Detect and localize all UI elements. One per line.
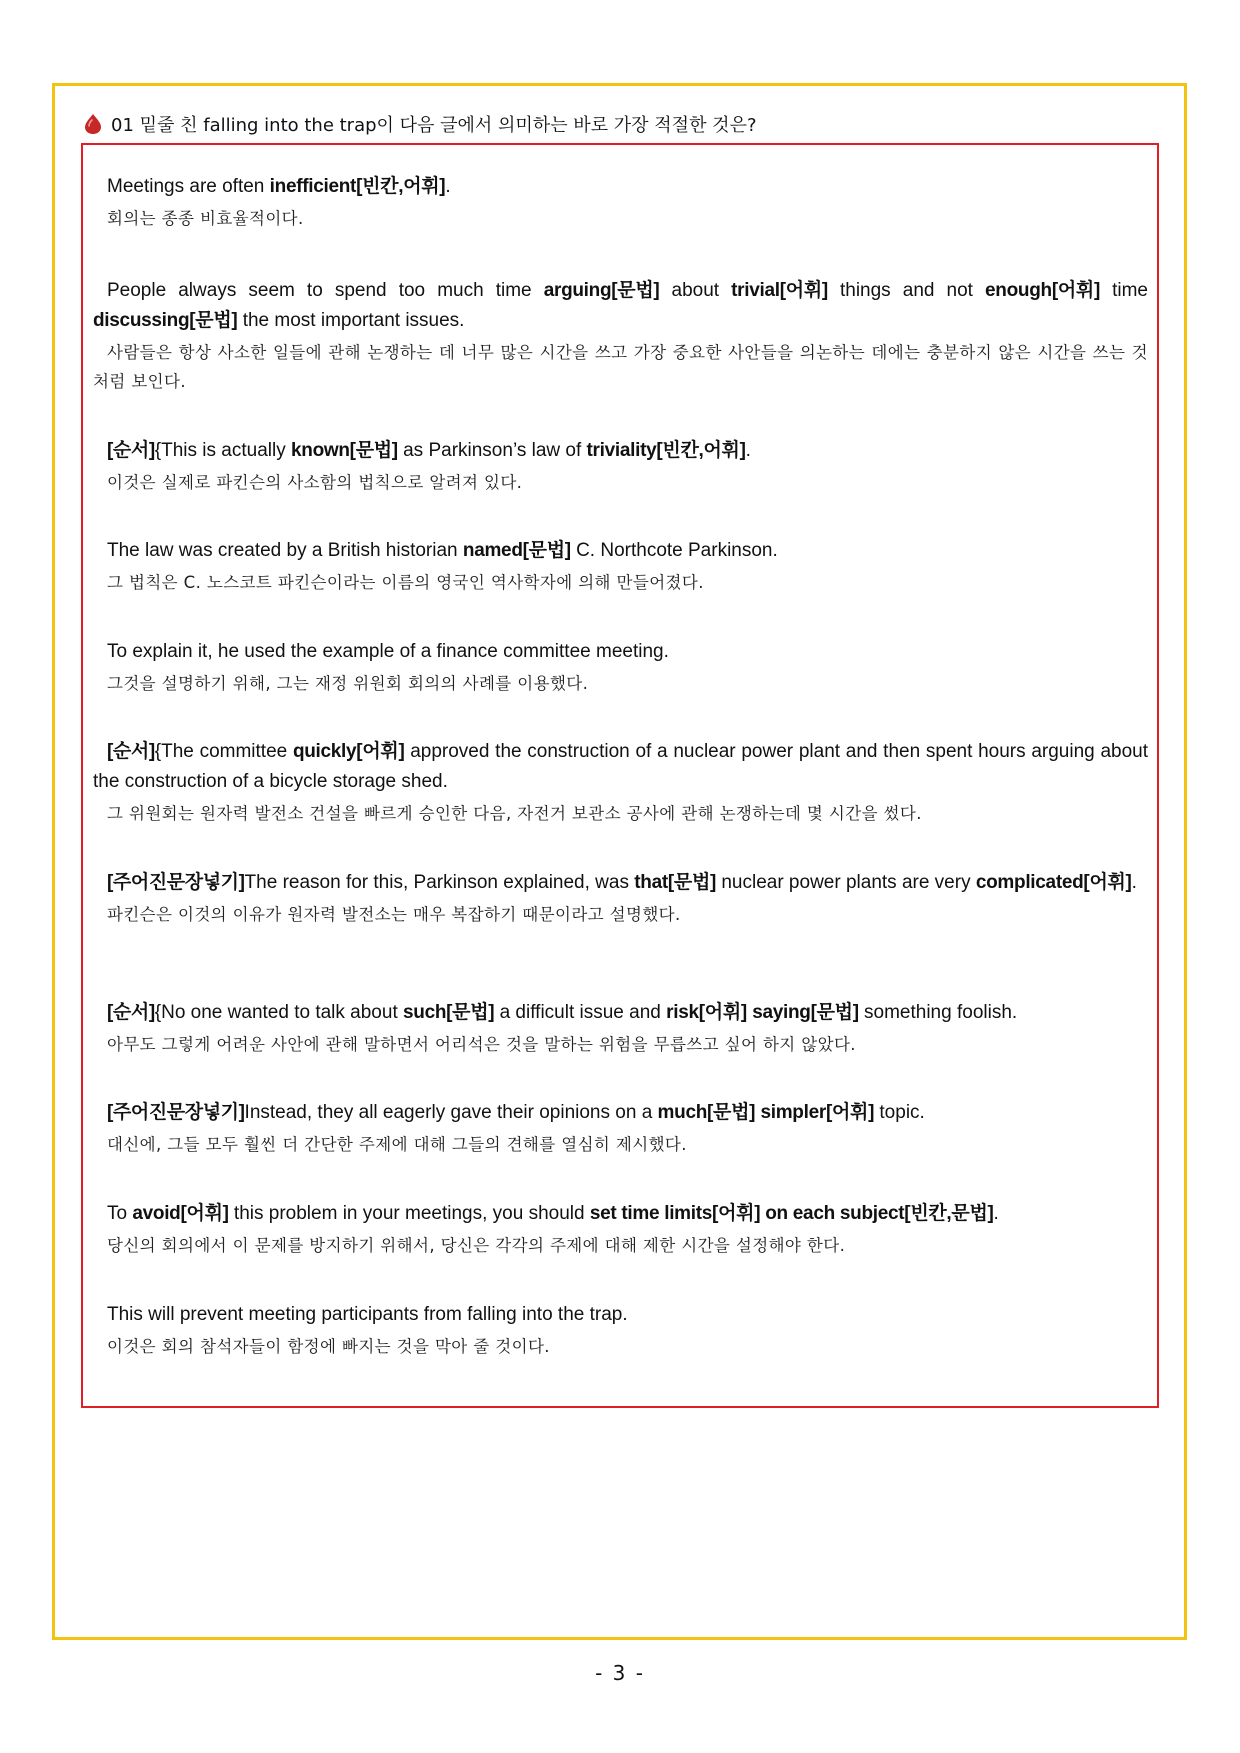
question-heading [83,111,757,137]
sentence-text: . [745,440,751,461]
keyword-annotation: such[문법] [403,1002,495,1023]
korean-translation: 당신의 회의에서 이 문제를 방지하기 위해서, 당신은 각각의 주제에 대해 제한 시간을 설정해야 한다. [107,1236,846,1255]
keyword-annotation: enough[어휘] [985,280,1100,301]
keyword-annotation: trivial[어휘] [731,280,828,301]
korean-translation: 파킨슨은 이것의 이유가 원자력 발전소는 매우 복잡하기 때문이라고 설명했다. [107,905,681,924]
sentence-text: {This is actually [154,440,291,461]
sentence-block [93,1300,1148,1361]
korean-translation: 그것을 설명하기 위해, 그는 재정 위원회 회의의 사례를 이용했다. [107,674,589,693]
sentence-text: as Parkinson’s law of [397,440,587,461]
sentence-block [93,172,1148,233]
korean-translation: 이것은 회의 참석자들이 함정에 빠지는 것을 막아 줄 것이다. [107,1337,550,1356]
question-type-tag: [순서] [107,440,155,461]
sentence-text: this problem in your meetings, you should [228,1203,590,1224]
keyword-annotation: arguing[문법] [543,280,660,301]
sentence-text: . [1131,872,1137,893]
sentence-text: Instead, they all eagerly gave their opinions on a [244,1102,658,1123]
sentence-text: a difficult issue and [494,1002,667,1023]
sentence-text: approved the construction of a nuclear power plant and then spent hours arguing about the construction of a bicycle storage shed. [93,741,1148,792]
korean-translation: 회의는 종종 비효율적이다. [107,209,304,228]
keyword-annotation: inefficient[빈칸,어휘] [269,176,446,197]
english-sentence [93,637,1148,667]
question-type-tag: [순서] [107,1002,155,1023]
sentence-block [93,1098,1148,1159]
keyword-annotation: saying[문법] [752,1002,859,1023]
sentence-text: C. Northcote Parkinson. [570,540,778,561]
sentence-text: To explain it, he used the example of a finance committee meeting. [107,641,669,662]
sentence-text: . [445,176,451,197]
sentence-block [93,1199,1148,1260]
korean-translation: 사람들은 항상 사소한 일들에 관해 논쟁하는 데 너무 많은 시간을 쓰고 가장 중요한 사안들을 의논하는 데에는 충분하지 않은 시간을 쓰는 것처럼 보인다. [93,343,1148,391]
question-text: 01 밑줄 친 falling into the trap이 다음 글에서 의미하는 바로 가장 적절한 것은? [111,115,757,136]
keyword-annotation: quickly[어휘] [292,741,405,762]
sentence-block [93,868,1148,929]
sentence-text: things and not [827,280,986,301]
sentence-text: {The committee [154,741,293,762]
sentence-text: {No one wanted to talk about [154,1002,403,1023]
keyword-annotation: discussing[문법] [93,310,238,331]
english-sentence [93,737,1148,797]
english-sentence [93,998,1148,1028]
page-number: - 3 - [595,1661,645,1685]
sentence-text: nuclear power plants are very [716,872,976,893]
sentence-block [93,276,1148,396]
keyword-annotation: named[문법] [462,540,571,561]
keyword-annotation: avoid[어휘] [132,1203,229,1224]
sentence-block [93,637,1148,698]
keyword-annotation: known[문법] [291,440,398,461]
korean-translation: 그 위원회는 원자력 발전소 건설을 빠르게 승인한 다음, 자전거 보관소 공사에 관해 논쟁하는데 몇 시간을 썼다. [107,804,922,823]
sentence-text: This will prevent meeting participants from falling into the trap. [107,1304,628,1325]
korean-translation: 그 법칙은 C. 노스코트 파킨슨이라는 이름의 영국인 역사학자에 의해 만들어졌다. [107,573,704,592]
sentence-text: Meetings are often [107,176,270,197]
sentence-text: about [659,280,732,301]
korean-translation: 이것은 실제로 파킨슨의 사소함의 법칙으로 알려져 있다. [107,473,523,492]
question-type-tag: [주어진문장넣기] [107,872,245,893]
sentence-block [93,436,1148,497]
korean-translation: 대신에, 그들 모두 훨씬 더 간단한 주제에 대해 그들의 견해를 열심히 제시했다. [107,1135,687,1154]
question-type-tag: [주어진문장넣기] [107,1102,245,1123]
sentence-text: People always seem to spend too much time [107,280,544,301]
keyword-annotation: set time limits[어휘] on each subject[빈칸,문법] [589,1203,994,1224]
sentence-block [93,737,1148,828]
sentence-text: topic. [874,1102,925,1123]
question-type-tag: [순서] [107,741,155,762]
sentence-text: something foolish. [858,1002,1018,1023]
english-sentence [93,868,1148,898]
keyword-annotation: triviality[빈칸,어휘] [586,440,746,461]
sentence-text: time [1100,280,1148,301]
red-drop-icon [83,113,103,135]
sentence-text: The reason for this, Parkinson explained, was [244,872,635,893]
english-sentence [93,1098,1148,1128]
keyword-annotation: simpler[어휘] [760,1102,875,1123]
english-sentence [93,172,1148,202]
english-sentence [93,1300,1148,1330]
korean-translation: 아무도 그렇게 어려운 사안에 관해 말하면서 어리석은 것을 말하는 위험을 무릅쓰고 싶어 하지 않았다. [107,1035,856,1054]
sentence-text: The law was created by a British historian [107,540,463,561]
english-sentence [93,536,1148,566]
keyword-annotation: complicated[어휘] [975,872,1132,893]
sentence-block [93,998,1148,1059]
english-sentence [93,276,1148,336]
english-sentence [93,436,1148,466]
sentence-block [93,536,1148,597]
keyword-annotation: that[문법] [634,872,717,893]
sentence-text: the most important issues. [237,310,465,331]
sentence-text: . [993,1203,999,1224]
keyword-annotation: risk[어휘] [666,1002,747,1023]
english-sentence [93,1199,1148,1229]
keyword-annotation: much[문법] [657,1102,756,1123]
sentence-text: To [107,1203,133,1224]
